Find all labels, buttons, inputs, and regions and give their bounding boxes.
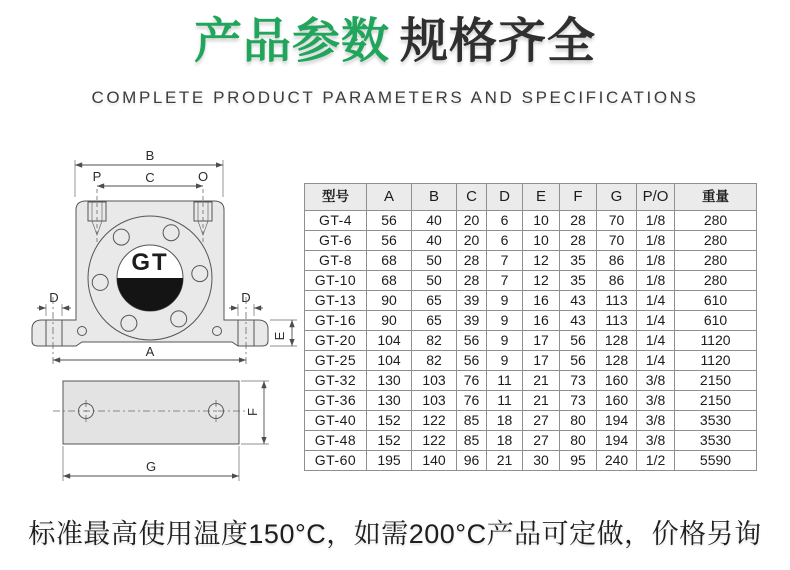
table-cell: 65 [412, 291, 457, 311]
table-cell: 1/8 [637, 271, 675, 291]
table-cell: 3530 [675, 431, 757, 451]
table-row [305, 271, 757, 291]
table-cell: 80 [560, 431, 597, 451]
spec-table-wrap [304, 183, 758, 471]
table-cell: 3/8 [637, 431, 675, 451]
bolt-hole [92, 274, 108, 290]
column-header-7: G [597, 184, 637, 211]
table-row [305, 311, 757, 331]
table-cell: 18 [487, 411, 523, 431]
table-cell: 6 [487, 231, 523, 251]
page-title-highlight: 产品参数 [193, 15, 390, 68]
table-cell: 194 [597, 411, 637, 431]
table-cell: 280 [675, 271, 757, 291]
table-cell: 240 [597, 451, 637, 471]
table-cell: 10 [523, 231, 560, 251]
table-cell: 9 [487, 291, 523, 311]
table-cell: 70 [597, 231, 637, 251]
table-cell: 39 [457, 291, 487, 311]
table-cell: 68 [367, 271, 412, 291]
table-cell: GT-10 [305, 271, 367, 291]
table-cell: 27 [523, 431, 560, 451]
dim-label-g: G [145, 459, 157, 474]
dim-label-b: B [145, 148, 155, 163]
table-cell: 3/8 [637, 391, 675, 411]
spec-table [304, 183, 757, 471]
table-cell: 85 [457, 431, 487, 451]
table-cell: 40 [412, 231, 457, 251]
table-cell: 9 [487, 331, 523, 351]
table-cell: GT-25 [305, 351, 367, 371]
table-cell: GT-13 [305, 291, 367, 311]
table-cell: 35 [560, 271, 597, 291]
table-cell: 1/4 [637, 351, 675, 371]
table-cell: 17 [523, 331, 560, 351]
table-row [305, 411, 757, 431]
table-cell: 3530 [675, 411, 757, 431]
table-cell: 86 [597, 271, 637, 291]
table-cell: 90 [367, 291, 412, 311]
table-row [305, 371, 757, 391]
table-row [305, 431, 757, 451]
table-cell: 28 [560, 231, 597, 251]
table-cell: 104 [367, 331, 412, 351]
table-cell: 85 [457, 411, 487, 431]
table-cell: 7 [487, 271, 523, 291]
column-header-5: E [523, 184, 560, 211]
table-cell: GT-60 [305, 451, 367, 471]
table-cell: 65 [412, 311, 457, 331]
bolt-hole [171, 311, 187, 327]
table-row [305, 291, 757, 311]
table-cell: 5590 [675, 451, 757, 471]
table-cell: 9 [487, 351, 523, 371]
table-cell: GT-20 [305, 331, 367, 351]
table-cell: 10 [523, 211, 560, 231]
page-title [0, 12, 790, 72]
column-header-4: D [487, 184, 523, 211]
table-cell: 280 [675, 211, 757, 231]
dim-label-e: E [272, 331, 287, 341]
table-cell: 128 [597, 331, 637, 351]
table-cell: 113 [597, 311, 637, 331]
table-cell: 56 [367, 211, 412, 231]
table-cell: 68 [367, 251, 412, 271]
table-cell: 1/8 [637, 211, 675, 231]
table-row [305, 351, 757, 371]
table-cell: 76 [457, 391, 487, 411]
table-cell: 43 [560, 291, 597, 311]
table-cell: GT-36 [305, 391, 367, 411]
table-cell: 17 [523, 351, 560, 371]
table-cell: 1/2 [637, 451, 675, 471]
table-cell: 16 [523, 311, 560, 331]
table-cell: 27 [523, 411, 560, 431]
table-cell: 11 [487, 371, 523, 391]
table-cell: 73 [560, 371, 597, 391]
table-cell: 56 [560, 331, 597, 351]
table-cell: 73 [560, 391, 597, 411]
table-cell: GT-6 [305, 231, 367, 251]
table-cell: 50 [412, 251, 457, 271]
column-header-3: C [457, 184, 487, 211]
table-row [305, 451, 757, 471]
table-cell: 152 [367, 411, 412, 431]
technical-drawing [5, 148, 307, 493]
column-header-6: F [560, 184, 597, 211]
table-cell: 50 [412, 271, 457, 291]
table-cell: 113 [597, 291, 637, 311]
dim-label-f: F [245, 408, 260, 416]
table-cell: 18 [487, 431, 523, 451]
table-cell: 140 [412, 451, 457, 471]
table-cell: 56 [457, 331, 487, 351]
table-cell: 610 [675, 311, 757, 331]
table-cell: 280 [675, 231, 757, 251]
table-cell: 21 [523, 391, 560, 411]
column-header-8: P/O [637, 184, 675, 211]
table-cell: 16 [523, 291, 560, 311]
table-cell: 86 [597, 251, 637, 271]
table-cell: 39 [457, 311, 487, 331]
table-cell: 195 [367, 451, 412, 471]
column-header-9: 重量 [675, 184, 757, 211]
table-cell: 130 [367, 371, 412, 391]
base-hole [213, 327, 222, 336]
table-cell: 122 [412, 411, 457, 431]
table-cell: 40 [412, 211, 457, 231]
table-cell: GT-32 [305, 371, 367, 391]
table-cell: 96 [457, 451, 487, 471]
table-cell: GT-48 [305, 431, 367, 451]
table-cell: 1/8 [637, 231, 675, 251]
table-cell: 1/8 [637, 251, 675, 271]
page-subtitle: COMPLETE PRODUCT PARAMETERS AND SPECIFICATIONS [91, 88, 699, 107]
table-cell: 1/4 [637, 331, 675, 351]
table-cell: 20 [457, 211, 487, 231]
table-cell: 1120 [675, 331, 757, 351]
base-hole [78, 327, 87, 336]
column-header-0: 型号 [305, 184, 367, 211]
table-cell: 280 [675, 251, 757, 271]
dim-label-d-left: D [49, 290, 59, 305]
dim-label-a: A [145, 344, 155, 359]
table-row [305, 391, 757, 411]
table-cell: 103 [412, 391, 457, 411]
table-row [305, 231, 757, 251]
table-cell: GT-8 [305, 251, 367, 271]
table-cell: 43 [560, 311, 597, 331]
bolt-hole [192, 266, 208, 282]
table-cell: 103 [412, 371, 457, 391]
footer-note: 标准最高使用温度150°C，如需200°C产品可定做，价格另询 [28, 519, 762, 549]
table-cell: 12 [523, 251, 560, 271]
table-cell: 122 [412, 431, 457, 451]
table-cell: 28 [457, 271, 487, 291]
table-body [305, 211, 757, 471]
table-cell: 104 [367, 351, 412, 371]
column-header-1: A [367, 184, 412, 211]
table-cell: 82 [412, 331, 457, 351]
table-cell: 160 [597, 391, 637, 411]
bolt-hole [113, 229, 129, 245]
table-cell: 6 [487, 211, 523, 231]
dim-label-p: P [92, 169, 102, 184]
table-cell: 2150 [675, 371, 757, 391]
table-cell: 194 [597, 431, 637, 451]
table-cell: 130 [367, 391, 412, 411]
table-cell: 56 [560, 351, 597, 371]
table-cell: 128 [597, 351, 637, 371]
table-cell: 80 [560, 411, 597, 431]
bolt-hole [163, 225, 179, 241]
table-cell: 1/4 [637, 291, 675, 311]
page-title-rest: 规格齐全 [400, 15, 597, 68]
table-cell: 3/8 [637, 411, 675, 431]
table-cell: 7 [487, 251, 523, 271]
table-cell: GT-40 [305, 411, 367, 431]
table-cell: 152 [367, 431, 412, 451]
table-cell: 1120 [675, 351, 757, 371]
table-cell: 90 [367, 311, 412, 331]
column-header-2: B [412, 184, 457, 211]
table-cell: 28 [560, 211, 597, 231]
table-cell: 76 [457, 371, 487, 391]
table-cell: 28 [457, 251, 487, 271]
table-row [305, 251, 757, 271]
table-cell: 21 [523, 371, 560, 391]
table-cell: 20 [457, 231, 487, 251]
table-cell: GT-16 [305, 311, 367, 331]
product-logo-text: GT [131, 249, 169, 276]
table-cell: 56 [457, 351, 487, 371]
bolt-hole [121, 315, 137, 331]
table-row [305, 331, 757, 351]
table-cell: 1/4 [637, 311, 675, 331]
table-cell: 95 [560, 451, 597, 471]
table-cell: GT-4 [305, 211, 367, 231]
table-cell: 9 [487, 311, 523, 331]
table-cell: 82 [412, 351, 457, 371]
table-cell: 56 [367, 231, 412, 251]
table-cell: 3/8 [637, 371, 675, 391]
table-cell: 21 [487, 451, 523, 471]
table-cell: 70 [597, 211, 637, 231]
table-cell: 11 [487, 391, 523, 411]
table-cell: 2150 [675, 391, 757, 411]
table-cell: 160 [597, 371, 637, 391]
table-cell: 30 [523, 451, 560, 471]
table-cell: 12 [523, 271, 560, 291]
dim-label-o: O [197, 169, 209, 184]
table-header-row [305, 184, 757, 211]
table-cell: 35 [560, 251, 597, 271]
dim-label-c: C [145, 170, 155, 185]
table-cell: 610 [675, 291, 757, 311]
table-row [305, 211, 757, 231]
dim-label-d-right: D [241, 290, 251, 305]
